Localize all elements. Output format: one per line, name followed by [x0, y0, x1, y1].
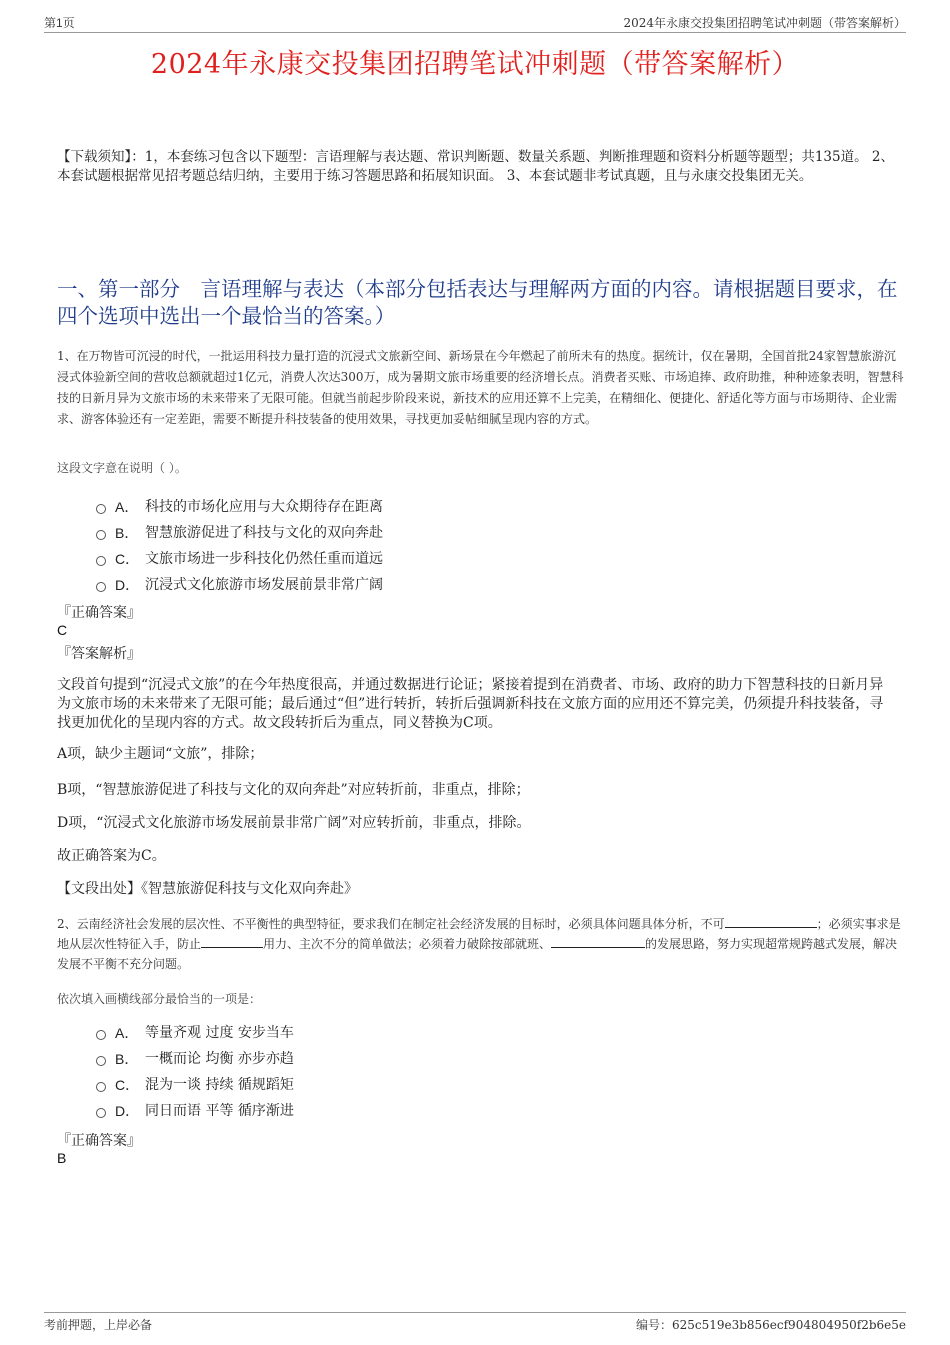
question-2-text: 2、云南经济社会发展的层次性、不平衡性的典型特征，要求我们在制定社会经济发展的目标时，必须具体问题具体分析，不可 ；必须实事求是地从层次性特征入手，防止 用力、主次不分的简单做法；必须着力破除按部就班、 的发展思路，努力实现超常规跨越式发展，解决发展不平衡不充分问题。 [57, 917, 901, 971]
radio-icon[interactable] [96, 530, 106, 540]
fill-blank-1[interactable] [725, 915, 817, 928]
footer-serial: 编号：625c519e3b856ecf904804950f2b6e5e [635, 1318, 906, 1332]
question-1-options [96, 494, 383, 598]
radio-icon[interactable] [96, 1056, 106, 1066]
download-notice: 【下载须知】：1，本套练习包含以下题型：言语理解与表达题、常识判断题、数量关系题、判断推理题和资料分析题等题型；共135道。 2、本套试题根据常见招考题总结归纳，主要用于练习答题思路和拓展知识面。 3、本套试题非考试真题，且与永康交投集团无关。 [57, 149, 894, 184]
answer-label: 『正确答案』 [57, 1133, 141, 1149]
question-1-prompt: 这段文字意在说明（ ）。 [57, 461, 187, 475]
radio-icon[interactable] [96, 582, 106, 592]
section-title: 一、第一部分 言语理解与表达（本部分包括表达与理解两方面的内容。请根据题目要求，在四个选项中选出一个最恰当的答案。） [57, 277, 898, 328]
option-c[interactable]: C． 混为一谈 持续 循规蹈矩 [96, 1072, 294, 1098]
analysis-option-b: B项，“智慧旅游促进了科技与文化的双向奔赴”对应转折前，非重点，排除； [57, 782, 530, 798]
radio-icon[interactable] [96, 1108, 106, 1118]
analysis-paragraph: 文段首句提到“沉浸式文旅”的在今年热度很高，并通过数据进行论证；紧接着提到在消费者、市场、政府的助力下智慧科技的日新月异为文旅市场的未来带来了无限可能；最后通过“但”进行转折，转折后强调新科技在文旅方面的应用还不算完美，仍须提升科技装备，寻找更加优化的呈现内容的方式。故文段转折后为重点，同义替换为C项。 [57, 677, 884, 731]
page-number: 第1页 [44, 16, 75, 30]
footer-slogan: 考前押题，上岸必备 [44, 1318, 153, 1332]
text-source: 【文段出处】《智慧旅游促科技与文化双向奔赴》 [57, 881, 358, 897]
analysis-option-d: D项，“沉浸式文化旅游市场发展前景非常广阔”对应转折前，非重点，排除。 [57, 815, 531, 831]
question-2-options [96, 1020, 294, 1124]
option-c[interactable]: C． 文旅市场进一步科技化仍然任重而道远 [96, 546, 383, 572]
document-title: 2024年永康交投集团招聘笔试冲刺题（带答案解析） [150, 49, 800, 80]
option-a[interactable]: A． 科技的市场化应用与大众期待存在距离 [96, 494, 383, 520]
correct-answer: C [57, 622, 68, 638]
page-footer [44, 1312, 906, 1332]
analysis-option-a: A项，缺少主题词“文旅”，排除； [57, 746, 264, 762]
header-doc-title: 2024年永康交投集团招聘笔试冲刺题（带答案解析） [623, 16, 906, 30]
fill-blank-2[interactable] [201, 935, 263, 948]
analysis-label: 『答案解析』 [57, 646, 141, 662]
radio-icon[interactable] [96, 556, 106, 566]
analysis-conclusion: 故正确答案为C。 [57, 848, 166, 864]
correct-answer: B [57, 1150, 67, 1166]
radio-icon[interactable] [96, 504, 106, 514]
question-1-text: 1、在万物皆可沉浸的时代，一批运用科技力量打造的沉浸式文旅新空间、新场景在今年燃起了前所未有的热度。据统计，仅在暑期，全国首批24家智慧旅游沉浸式体验新空间的营收总额就超过1亿元，消费人次达300万，成为暑期文旅市场重要的经济增长点。消费者买账、市场追捧、政府助推，种种迹象表明，智慧科技的日新月异为文旅市场的未来带来了无限可能。但就当前起步阶段来说，新技术的应用还算不上完美，在精细化、便捷化、舒适化等方面与市场期待、企业需求、游客体验还有一定差距，需要不断提升科技装备的使用效果，寻找更加妥帖细腻呈现内容的方式。 [57, 349, 904, 426]
radio-icon[interactable] [96, 1030, 106, 1040]
option-d[interactable]: D． 同日而语 平等 循序渐进 [96, 1098, 294, 1124]
option-b[interactable]: B． 智慧旅游促进了科技与文化的双向奔赴 [96, 520, 383, 546]
fill-blank-3[interactable] [551, 935, 645, 948]
radio-icon[interactable] [96, 1082, 106, 1092]
answer-label: 『正确答案』 [57, 605, 141, 621]
option-b[interactable]: B． 一概而论 均衡 亦步亦趋 [96, 1046, 294, 1072]
option-a[interactable]: A． 等量齐观 过度 安步当车 [96, 1020, 294, 1046]
option-d[interactable]: D． 沉浸式文化旅游市场发展前景非常广阔 [96, 572, 383, 598]
page-header [44, 14, 906, 33]
question-2-prompt: 依次填入画横线部分最恰当的一项是： [57, 992, 262, 1006]
